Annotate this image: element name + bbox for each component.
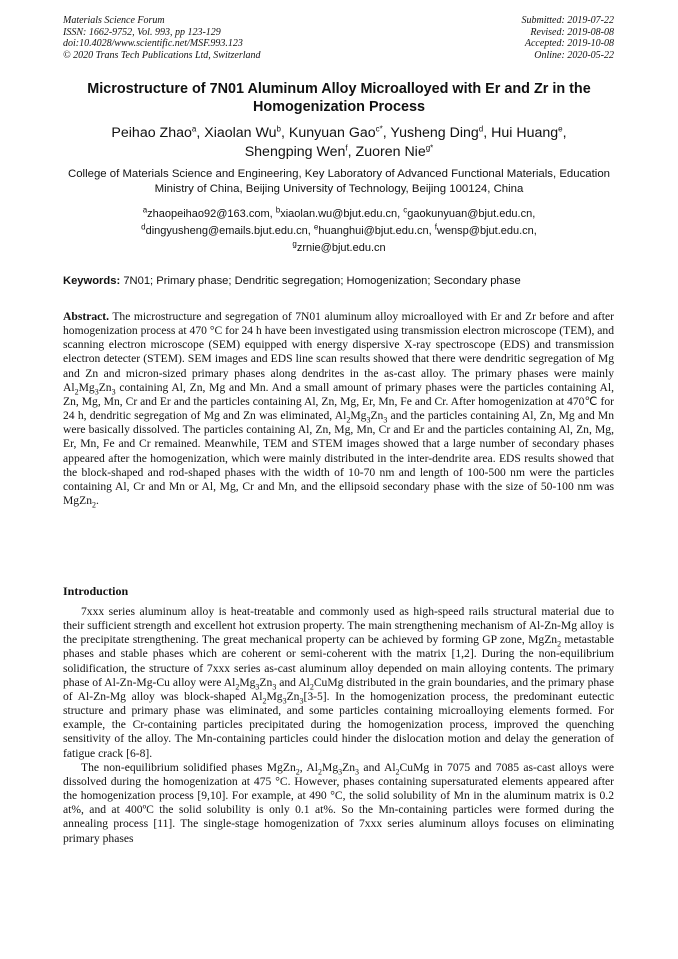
keywords: [63, 274, 623, 288]
email-mark: e: [313, 222, 319, 232]
keywords-text: 7N01; Primary phase; Dendritic segregation; Homogenization; Secondary phase: [123, 275, 521, 287]
journal-copyright: © 2020 Trans Tech Publications Ltd, Switzerland: [63, 49, 261, 61]
author-name: Peihao Zhao: [111, 125, 192, 141]
author-mark: a: [191, 124, 197, 134]
abstract-text: containing Al, Zn, Mg and Mn. And a small amount of primary phases were the particles containing Al, Zn, Mg, Mn, Cr and Er and the particles containing Al, Zn, Mg, Er, Mn, Fe and Cr. After homogenization at 470℃ for 24 h, dendritic segregation of Mg and Zn was eliminated,: [63, 380, 614, 423]
formula-al2cumg: $Al_2CuMg$: [298, 675, 344, 692]
paper-title: Microstructure of 7N01 Aluminum Alloy Microalloyed with Er and Zr in the Homogenization Process: [87, 81, 591, 115]
date-online: Online: 2020-05-22: [534, 49, 614, 61]
author-mark: f: [345, 142, 348, 152]
formula-al2mg3zn3: $Al_2Mg_3Zn_3$: [306, 760, 360, 777]
email-mark: b: [275, 205, 281, 215]
email-mark: c: [403, 205, 408, 215]
date-accepted: Accepted: 2019-10-08: [524, 38, 614, 50]
email-link[interactable]: huanghui@bjut.edu.cn: [318, 224, 429, 237]
publication-dates: [522, 15, 615, 61]
affiliation: College of Materials Science and Engineering, Key Laboratory of Advanced Functional Materials, Education Ministry of China, Beijing University of Technology, Beijing 100124, China: [67, 168, 610, 195]
abstract-text: The microstructure and segregation of 7N01 aluminum alloy microalloyed with Er and Zr before and after homogenization process at 470 °C for 24 h have been investigated using transmission electron microscope (TEM), and scanning electron microscope (SEM) equipped with energy dispersive X-ray spectroscope (EDS) and transmission electron detecter (STEM). SEM images and EDS line scan results showed that there were dendritic segregation of Mg and Zn and micron-sized primary phases along dendrites in the as-cast alloy. The primary phases were mainly: [63, 310, 615, 380]
formula-mgzn2: MgZn$_2$: [63, 494, 96, 510]
author-mark: e: [558, 124, 563, 134]
journal-name: Materials Science Forum: [63, 15, 165, 26]
author-name: Yusheng Ding: [390, 125, 479, 141]
formula-al2mg3zn3: $Al_2Mg_3Zn_3$: [334, 409, 388, 425]
email-mark: g: [292, 238, 297, 248]
abstract-label: Abstract.: [63, 310, 110, 323]
abstract-text: and the particles containing Al, Zn, Mg and Mn were basically dissolved. The particles containing Al, Zn, Mg, Mn, Cr and Er and the particles containing Al, Zn, Mg, Er, Mn, Fe and Cr remained. Meanwhile, TEM and STEM images showed that a large number of secondary phases appeared after the homogenization, which were mainly distributed in the inter-dendrite area. EDS results showed that the block-shaped and rod-shaped phases with the width of 10-70 nm and length of 100-500 nm were the particles containing Al, Cr and Mn or Al, Mg, Cr and Mn, and the ellipsoid secondary phase with the size of 50-100 nm was: [63, 409, 614, 493]
paragraph: The non-equilibrium solidified phases MgZn$_2$, $Al_2Mg_3Zn_3$ and $Al_2CuMg$ in 7075 and 7085 as-cast alloys were dissolved during the homogenization at 475 °C. However, phases containing supersaturated elements appeared after the homogenization process [9,10]. For example, at 490 °C, the solid solubility of Mn in the aluminum matrix is 0.2 at%, and at 400ºC the solid solubility is only 0.1 at%. So the Mn-containing particles were formed during the annealing process [11]. The single-stage homogenization of 7xxx series aluminum alloys focuses on eliminating primary phases: [63, 760, 614, 845]
date-submitted: Submitted: 2019-07-22: [521, 15, 614, 26]
date-revised: Revised: 2019-08-08: [530, 26, 614, 38]
email-link[interactable]: dingyusheng@emails.bjut.edu.cn: [145, 224, 308, 237]
email-link[interactable]: zhaopeihao92@163.com: [147, 208, 270, 220]
email-mark: d: [141, 222, 146, 232]
journal-issn: ISSN: 1662-9752, Vol. 993, pp 123-129: [63, 26, 221, 38]
email-link[interactable]: xiaolan.wu@bjut.edu.cn: [280, 208, 398, 220]
author-mark: b: [276, 124, 281, 134]
author-mark: d: [478, 124, 484, 134]
formula-al2mg3zn3: $Al_2Mg_3Zn_3$: [250, 689, 304, 706]
abstract: Abstract. The microstructure and segregation of 7N01 aluminum alloy microalloyed with Er and Zr before and after homogenization process at 470 °C for 24 h have been investigated using transmission electron microscope (TEM), and scanning electron microscope (SEM) equipped with energy dispersive X-ray spectroscope (EDS) and transmission electron detecter (STEM). SEM images and EDS line scan results showed that there were dendritic segregation of Mg and Zn and micron-sized primary phases along dendrites in the as-cast alloy. The primary phases were mainly $Al_2Mg_3Zn_3$ containing Al, Zn, Mg and Mn. And a small amount of primary phases were the particles containing Al, Zn, Mg, Mn, Cr and Er and the particles containing Al, Zn, Mg, Er, Mn, Fe and Cr. After homogenization at 470℃ for 24 h, dendritic segregation of Mg and Zn was eliminated, $Al_2Mg_3Zn_3$ and the particles containing Al, Zn, Mg and Mn were basically dissolved. The particles containing Al, Zn, Mg, Mn, Cr and Er and the particles containing Al, Zn, Mg, Er, Mn, Fe and Cr remained. Meanwhile, TEM and STEM images showed that a large number of secondary phases appeared after the homogenization, which were mainly distributed in the inter-dendrite area. EDS results showed that the block-shaped and rod-shaped phases with the width of 10-70 nm and length of 100-500 nm were the particles containing Al, Cr and Mn or Al, Mg, Cr and Mn, and the ellipsoid secondary phase with the size of 50-100 nm was MgZn$_2$.: [63, 310, 615, 510]
paragraph: 7xxx series aluminum alloy is heat-treatable and commonly used as high-speed rails structural material due to their sufficient strength and excellent hot extrusion property. The main strengthening mechanism of Al-Zn-Mg alloy is the precipitate strengthening. The great mechanical property can be achieved by forming GP zone, MgZn$_2$ metastable phases and stable phases which are coherent or semi-coherent with the matrix [1,2]. During the non-equilibrium solidification, the structure of 7xxx series as-cast aluminum alloy depended on main alloying contents. The primary phase of Al-Zn-Mg-Cu alloy were $Al_2Mg_3Zn_3$ and $Al_2CuMg$ distributed in the grain boundaries, and the primary phase of Al-Zn-Mg alloy was block-shaped $Al_2Mg_3Zn_3[3-5]$. In the homogenization process, the predominant eutectic structure and primary phase was eliminated, and some particles containing microalloying elements formed. For example, the Cr-containing particles precipitated during the homogenization process, improved the quenching sensitivity of the alloy. The Mn-containing particles could hinder the dislocation motion and delay the generation of fatigue crack [6-8].: [63, 605, 614, 760]
author-name: Shengping Wen: [244, 143, 346, 160]
author-mark: g*: [425, 142, 434, 152]
keywords-label: Keywords:: [63, 275, 121, 287]
email-mark: f: [434, 222, 437, 232]
section-heading: Introduction: [63, 584, 129, 598]
author-name: Xiaolan Wu: [204, 125, 277, 141]
formula-al2mg3zn3: $Al_2Mg_3Zn_3$: [63, 380, 116, 397]
journal-doi[interactable]: doi:10.4028/www.scientific.net/MSF.993.123: [63, 38, 243, 50]
email-link[interactable]: gaokunyuan@bjut.edu.cn: [407, 208, 533, 220]
author-name: Kunyuan Gao: [288, 125, 376, 141]
email-mark: a: [142, 205, 148, 215]
author-mark: c*: [375, 124, 383, 134]
introduction-body: [63, 605, 614, 846]
formula-mgzn2: MgZn$_2$: [266, 760, 300, 777]
author-name: Hui Huang: [491, 125, 559, 141]
author-name: Zuoren Nie: [355, 143, 426, 160]
journal-info: [63, 15, 261, 61]
formula-mgzn2: MgZn$_2$: [528, 633, 562, 649]
formula-al2cumg: $Al_2CuMg$: [383, 760, 430, 777]
email-link[interactable]: wensp@bjut.edu.cn: [437, 224, 534, 237]
email-list: $^a$zhaopeihao92@163.com, $^b$xiaolan.wu@bjut.edu.cn, $^c$gaokunyuan@bjut.edu.cn, $^d$dingyusheng@emails.bjut.edu.cn, $^e$huanghui@bjut.edu.cn, $^f$wensp@bjut.edu.cn, $^g$zrnie@bjut.edu.cn: [141, 205, 537, 254]
author-list: Peihao Zhao$^a$, Xiaolan Wu$^b$, Kunyuan Gao$^{c*}$, Yusheng Ding$^d$, Hui Huang$^e$, Shengping Wen$^f$, Zuoren Nie$^{g*}$: [111, 124, 567, 160]
formula-al2mg3zn3: $Al_2Mg_3Zn_3$: [223, 675, 277, 692]
email-link[interactable]: zrnie@bjut.edu.cn: [296, 241, 386, 254]
